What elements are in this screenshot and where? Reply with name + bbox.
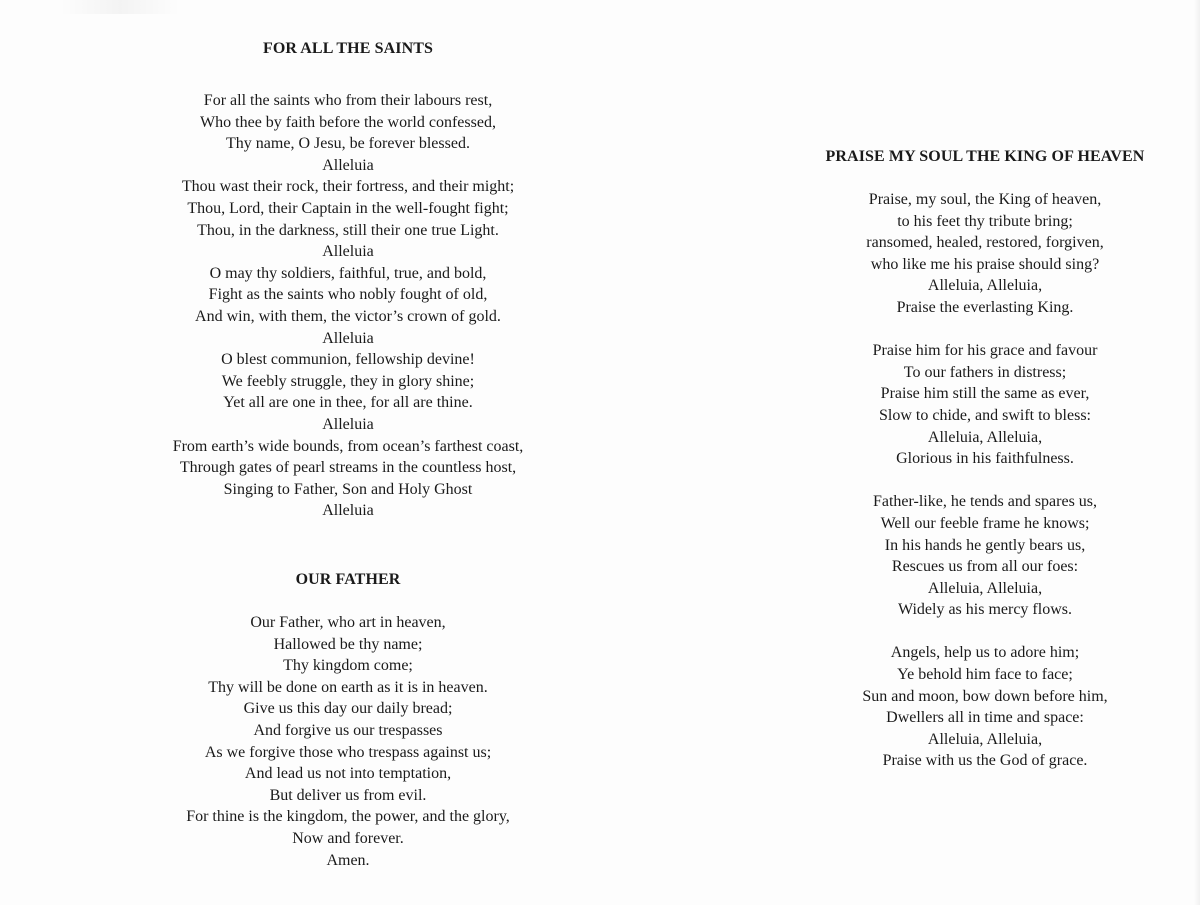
page-edge-shadow [1194,0,1200,905]
hymn-line: Dwellers all in time and space: [886,709,1084,727]
hymn-line: Thy name, O Jesu, be forever blessed. [226,135,470,153]
hymn-title: PRAISE MY SOUL THE KING OF HEAVEN [825,148,1145,165]
hymn-praise-my-soul [790,146,1180,772]
hymn-line: O may thy soldiers, faithful, true, and bold, [209,264,487,282]
hymn-line: Alleluia [322,243,374,261]
prayer-line: Now and forever. [292,829,404,847]
hymn-line: Alleluia, Alleluia, [927,277,1043,295]
hymn-line: O blest communion, fellowship devine! [221,351,475,369]
hymn-line: Sun and moon, bow down before him, [862,687,1108,705]
hymn-line: Alleluia [322,502,374,520]
stanza-4 [790,642,1180,772]
hymn-line: Praise the everlasting King. [896,298,1074,316]
hymn-line: Alleluia, Alleluia, [927,730,1043,748]
hymn-line: Thou, Lord, their Captain in the well-fought fight; [187,199,509,217]
hymn-line: We feebly struggle, they in glory shine; [221,372,475,390]
hymn-line: Through gates of pearl streams in the countless host, [179,459,517,477]
hymn-line: to his feet thy tribute bring; [897,212,1073,230]
hymn-line: Alleluia, Alleluia, [927,579,1043,597]
hymn-line: Praise with us the God of grace. [882,752,1088,770]
hymn-line: Singing to Father, Son and Holy Ghost [223,480,473,498]
hymn-line: ransomed, healed, restored, forgiven, [866,234,1104,252]
stanza-spacer [790,621,1180,643]
hymn-line: Thou wast their rock, their fortress, and their might; [181,178,515,196]
hymn-line: From earth’s wide bounds, from ocean’s farthest coast, [172,437,524,455]
hymn-lines [100,90,596,522]
hymn-line: Ye behold him face to face; [897,666,1073,684]
hymn-line: Alleluia [322,156,374,174]
scan-smudge [60,0,180,14]
hymn-line: Father-like, he tends and spares us, [872,493,1098,511]
hymn-line: Well our feeble frame he knows; [880,514,1090,532]
hymn-for-all-the-saints [100,38,596,522]
hymn-line: Thou, in the darkness, still their one true Light. [197,221,499,239]
prayer-line: Thy will be done on earth as it is in heaven. [208,678,488,696]
hymn-line: Alleluia [322,415,374,433]
hymn-line: Angels, help us to adore him; [890,644,1080,662]
hymn-line: In his hands he gently bears us, [884,536,1086,554]
hymn-line: Alleluia [322,329,374,347]
prayer-lines [100,612,596,871]
hymn-line: And win, with them, the victor’s crown of gold. [195,307,501,325]
prayer-line: And forgive us our trespasses [253,721,443,739]
hymn-line: Praise, my soul, the King of heaven, [868,191,1102,208]
prayer-line: And lead us not into temptation, [244,765,452,783]
hymn-line: Rescues us from all our foes: [891,558,1079,576]
prayer-line: But deliver us from evil. [269,786,427,804]
prayer-line: Hallowed be thy name; [273,635,423,653]
hymn-line: Praise him for his grace and favour [872,342,1098,360]
prayer-line: Our Father, who art in heaven, [250,614,446,631]
hymn-line: Praise him still the same as ever, [880,385,1090,403]
prayer-line: As we forgive those who trespass against us; [204,743,492,761]
prayer-line: Give us this day our daily bread; [243,700,453,718]
hymn-line: Glorious in his faithfulness. [896,450,1074,468]
prayer-title: OUR FATHER [295,571,401,588]
prayer-line: For thine is the kingdom, the power, and the glory, [186,808,510,826]
hymn-line: who like me his praise should sing? [870,255,1100,273]
stanza-spacer [790,319,1180,341]
prayer-line: Amen. [326,851,370,869]
hymn-line: Yet all are one in thee, for all are thine. [223,394,473,412]
hymn-line: Fight as the saints who nobly fought of old, [208,286,488,304]
prayer-line: Thy kingdom come; [283,657,413,675]
hymn-line: To our fathers in distress; [903,363,1067,381]
hymn-line: Widely as his mercy flows. [898,601,1072,619]
hymn-line: Alleluia, Alleluia, [927,428,1043,446]
stanza-1 [790,189,1180,319]
stanza-spacer [790,470,1180,492]
hymn-line: Who thee by faith before the world confessed, [200,113,496,131]
stanza-2 [790,340,1180,470]
stanza-3 [790,491,1180,621]
hymn-line: Slow to chide, and swift to bless: [879,406,1091,424]
prayer-our-father [100,569,596,871]
hymn-line: For all the saints who from their labours rest, [203,92,493,109]
hymn-title: FOR ALL THE SAINTS [262,40,433,57]
